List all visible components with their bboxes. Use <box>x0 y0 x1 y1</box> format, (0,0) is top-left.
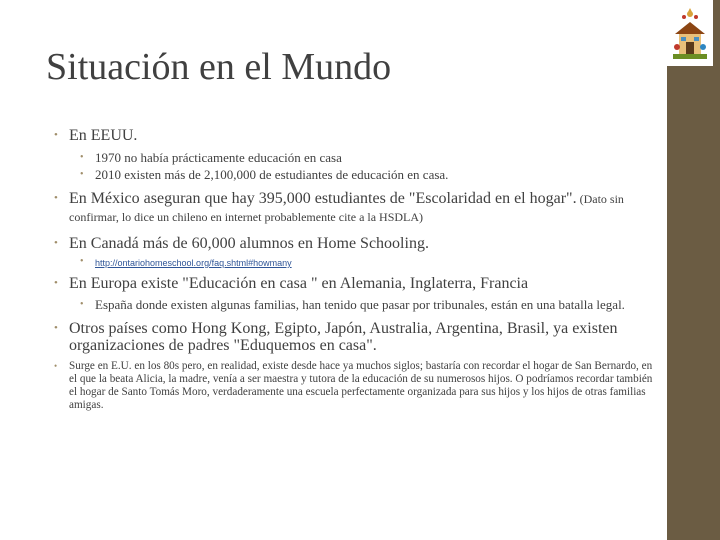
sub-bullet-link <box>80 255 654 270</box>
bullet-canada: • En Canadá más de 60,000 alumnos en Home Schooling. <box>54 235 654 252</box>
sub-bullet: • 2010 existen más de 2,100,000 de estudiantes de educación en casa. <box>80 168 654 182</box>
bullet-mexico-text: En México aseguran que hay 395,000 estudiantes de "Escolaridad en el hogar". <box>69 190 577 207</box>
bullet-otros-paises: • Otros países como Hong Kong, Egipto, Japón, Australia, Argentina, Brasil, ya existen organizaciones de padres "Eduquemos en casa". <box>54 320 654 354</box>
slide-content <box>54 127 654 412</box>
bullet-europa: • En Europa existe "Educación en casa " en Alemania, Inglaterra, Francia <box>54 275 654 292</box>
bullet-historia: • Surge en E.U. en los 80s pero, en realidad, existe desde hace ya muchos siglos; bastaría con recordar el hogar de San Bernardo, en el que la beata Alicia, la madre, venía a ser maestra y tutora de la educación de su numerosos hijos. O podríamos recordar también el hogar de Santo Tomás Moro, verdaderamente una escuela perfectamente organizada para sus hijos y los hijos de otras familias amigas. <box>54 360 654 412</box>
sub-bullet: • España donde existen algunas familias, han tenido que pasar por tribunales, están en una batalla legal. <box>80 298 654 312</box>
bullet-mexico <box>54 190 654 226</box>
bullet-mexico-note: (Dato sin confirmar, lo dice un chileno en internet probablemente cite a la HSDLA) <box>69 192 624 224</box>
slide-title: Situación en el Mundo <box>46 46 392 88</box>
bullet-eeuu: • En EEUU. <box>54 127 654 144</box>
sidebar-decoration <box>667 0 720 540</box>
sub-bullet: • 1970 no había prácticamente educación en casa <box>80 151 654 165</box>
ontario-homeschool-link[interactable]: http://ontariohomeschool.org/faq.shtml#howmany <box>95 258 292 268</box>
family-house-emblem-icon <box>667 0 713 66</box>
